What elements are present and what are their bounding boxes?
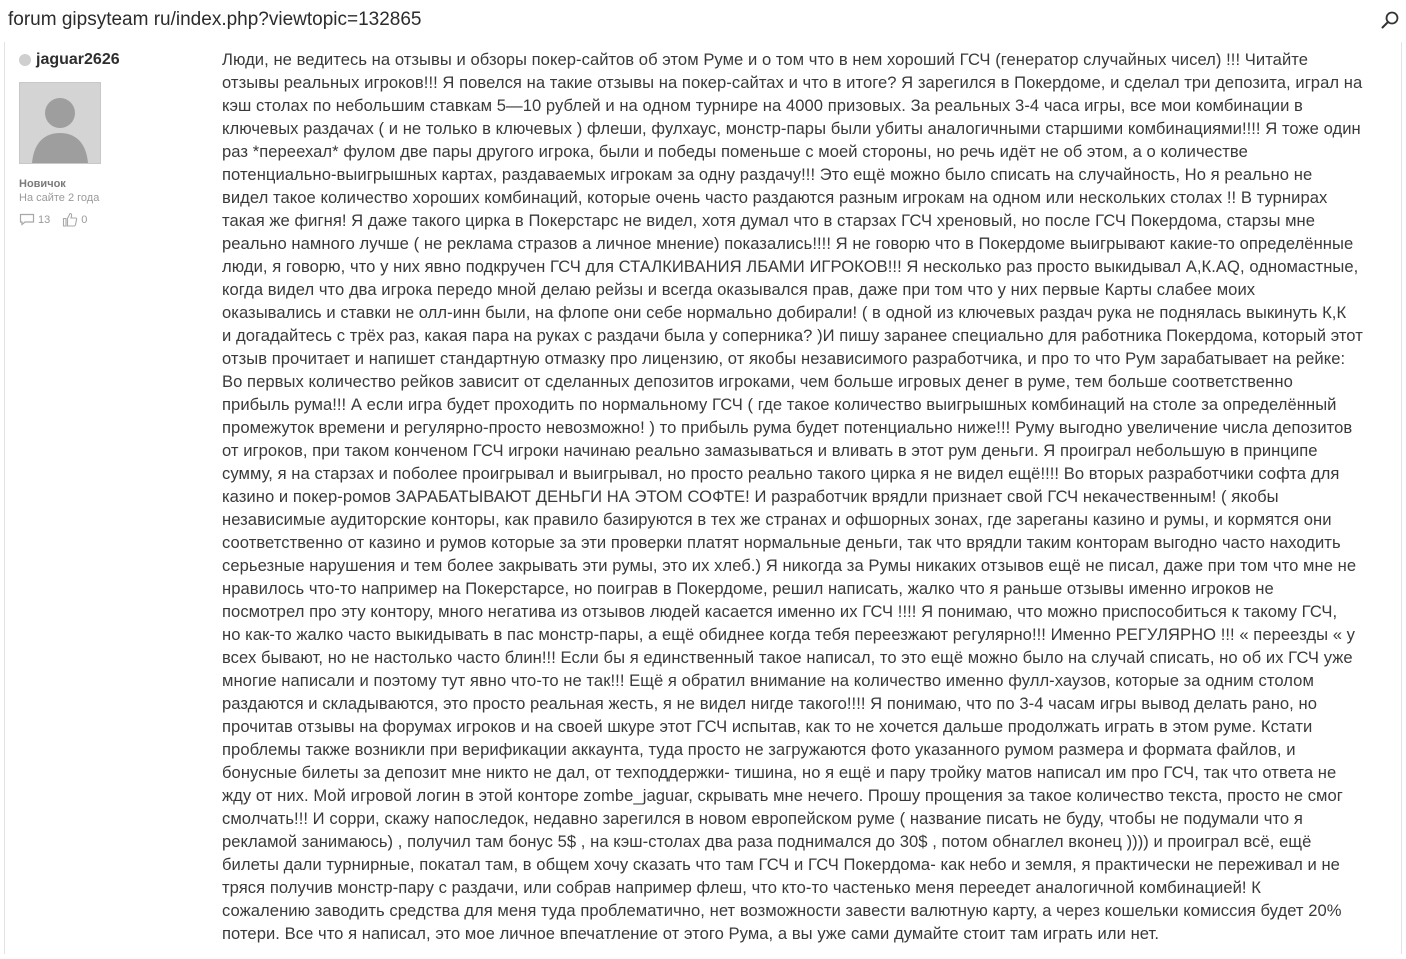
post-line: видел такое количество хороших комбинаций, которые очень часто раздаются разным игрокам на одном или нескольких столах !! В турнирах	[222, 188, 1328, 207]
post-line: Люди, не ведитесь на отзывы и обзоры покер-сайтов об этом Руме и о том что в нем хороший ГСЧ (генератор случайных чисел) !!! Читайте	[222, 50, 1309, 69]
post-line: когда видел что два игрока передо мной делаю рейзы и всегда оказывался прав, даже при том что у них первые Карты слабее моих	[222, 280, 1256, 299]
post-line: многие написали и поэтому тут явно что-то не так!!! Ещё я обратил внимание на количество именно фулл-хаузов, которые за одним столом	[222, 671, 1314, 690]
post-line: казино и покер-ромов ЗАРАБАТЫВАЮТ ДЕНЬГИ НА ЭТОМ СОФТЕ! И разработчик врядли признает свой ГСЧ некачественным! ( якобы	[222, 487, 1279, 506]
post-line: такая же фигня! Я даже такого цирка в Покерстарс не видел, хотя думал что в старзах ГСЧ хреновый, но после ГСЧ Покердома, старзы мне	[222, 211, 1316, 230]
default-user-avatar-icon	[20, 83, 100, 163]
post-line: всех бывают, но не настолько часто блин!!! Если бы я единственный такое написал, то это ещё можно было на случай списать, но об их ГСЧ уже	[222, 648, 1353, 667]
url-text[interactable]: forum gipsyteam ru/index.php?viewtopic=132865	[8, 9, 422, 30]
speech-bubble-icon	[19, 213, 35, 226]
post-line: потери. Все что я написал, это мое личное впечатление от этого Рума, а вы уже сами думайте стоит там играть или нет.	[222, 924, 1159, 943]
author-panel	[19, 50, 209, 227]
post-line: прочитав отзывы на форумах игроков и на своей шкуре этот ГСЧ испытав, как то не хочется дальше продолжать играть в этом руме. Кстати	[222, 717, 1313, 736]
posts-count: 13	[38, 213, 51, 226]
time-on-site: На сайте 2 года	[19, 192, 100, 204]
posts-stat[interactable]	[19, 213, 50, 226]
post-line: сожалению заводить средства для меня туда проблематично, нет возможности завести валютную карту, а через кошельки комиссия будет 20%	[222, 901, 1342, 920]
post-line: рекламой занимаюсь) , получил там бонус 5$ , на кэш-столах два раза поднимался до 30$ , потом обнаглел вконец )))) и проиграл всё, ещё	[222, 832, 1312, 851]
address-bar[interactable]	[0, 0, 1406, 40]
likes-count: 0	[81, 213, 88, 226]
post-line: отзывы реальных игроков!!! Я повелся на такие отзывы на покер-сайтах и что в итоге? Я зарегился в Покердоме, и сделал три депозита, играл на	[222, 73, 1363, 92]
post-line: билеты дали турнирные, покатал там, в общем хочу сказать что там ГСЧ и ГСЧ Покердома- как небо и земля, я практически не переживал и не	[222, 855, 1340, 874]
author-header	[19, 50, 209, 70]
search-icon[interactable]	[1380, 10, 1400, 30]
post-line: оказывались и ставки не олл-инн были, на флопе они себе нормально добирали! ( в одной из ключевых раздач рука не поднялась выкинуть К,К	[222, 303, 1347, 322]
post-line: смолчать!!! И сорри, скажу напоследок, недавно зарегился в новом европейском руме ( название писать не буду, чтобы не подумали что я	[222, 809, 1303, 828]
post-line: посмотрел про эту контору, много негатива из отзывов людей касается именно их ГСЧ !!!! Я понимаю, что можно приспособиться к такому ГСЧ,	[222, 602, 1338, 621]
post-line: люди, я говорю, что у них явно подкручен ГСЧ для СТАЛКИВАНИЯ ЛБАМИ ИГРОКОВ!!! Я несколько раз просто выкидывал А,К.AQ, одномастные,	[222, 257, 1359, 276]
post-line: жду от них. Мой игровой логин в этой конторе zombe_jaguar, скрывать мне нечего. Прошу прощения за такое количество текста, просто не смог	[222, 786, 1343, 805]
avatar[interactable]	[19, 82, 101, 164]
post-line: проблемы также возникли при верификации аккаунта, туда просто не загружаются фото указанного румом размера и формата файлов, и	[222, 740, 1296, 759]
post-line: Во первых количество рейков зависит от сделанных депозитов игроками, чем больше игровых денег в руме, тем больше соответственно	[222, 372, 1293, 391]
post-line: нравилось что-то например на Покерстарсе, но поиграв в Покердоме, решил написать, жалко что я раньше отзывы именно игроков не	[222, 579, 1274, 598]
post-line: реально намного лучше ( не реклама стразов а личное мнение) показались!!!! Я не говорю что в Покердоме выигрывают какие-то определённые	[222, 234, 1354, 253]
post-line: тряся получив монстр-пару с раздачи, или собрав например флеш, что кто-то частенько меня переедет аналогичной комбинацией! К	[222, 878, 1261, 897]
post-text	[222, 48, 1392, 945]
post-line: сумму, я на старзах и поболее проигрывал и выигрывал, но просто реально такого цирка я не видел ещё!!!! Во вторых разработчики софта для	[222, 464, 1340, 483]
post-line: независимые аудиторские конторы, как правило базируются в тех же странах и офшорных зонах, где зареганы казино и румы, и кормятся они	[222, 510, 1332, 529]
thumbs-up-icon	[62, 212, 78, 227]
post-line: от игроков, при таком конченом ГСЧ игроки начинаю реально замазываться и вливать в этот рум деньги. Я проиграл небольшую в принципе	[222, 441, 1318, 460]
post-line: кэш столах по небольшим ставкам 5—10 рублей и на одном турнире на 4000 призовых. За реальных 3-4 часа игры, все мои комбинации в	[222, 96, 1303, 115]
post-line: раз *переехал* фулом две пары другого игрока, были и победы поменьше с моей стороны, но речь идёт не об этом, а о количестве	[222, 142, 1248, 161]
post-line: серьезные нарушения и тем более закрывать эти румы, это их хлеб.) Я никогда за Румы никаких отзывов ещё не писал, даже при том что мне не	[222, 556, 1357, 575]
post-line: потенциально-выигрышных картах, раздаваемых игрокам за одну раздачу!!! Это ещё можно было списать на случайность, Но я реально не	[222, 165, 1313, 184]
post-line: ключевых раздачах ( и не только в ключевых ) флеши, фулхаус, монстр-пары были убиты аналогичными старшими комбинациями!!!! Я тоже один	[222, 119, 1361, 138]
user-stats	[19, 212, 209, 227]
post-line: соответственно от казино и румов которые за эти проверки платят нормальные деньги, так что врядли таким конторам выгодно часто находить	[222, 533, 1341, 552]
post-line: промежуток времени и регулярно-просто невозможно! ) то прибыль рума будет потенциально ниже!!! Руму выгодно увеличение числа депозитов	[222, 418, 1353, 437]
post-line: прибыль рума!!! А если игра будет проходить по нормальному ГСЧ ( где такое количество выигрышных комбинаций на столе за определённый	[222, 395, 1337, 414]
post-line: раздаются и складываются, это просто реальная жесть, я не видел нигде такого!!!! Я понимаю, что по 3-4 часам игры вывод делать рано, но	[222, 694, 1317, 713]
status-dot-icon	[19, 54, 31, 66]
post-line: бонусные билеты за депозит мне никто не дал, от техподдержки- тишина, но я ещё и пару тройку матов написал им про ГСЧ, так что ответа не	[222, 763, 1337, 782]
post-line: отзыв прочитает и напишет стандартную отмазку про лицензию, от якобы независимого разработчика, и про то что Рум зарабатывает на рейке:	[222, 349, 1346, 368]
user-rank: Новичок	[19, 178, 66, 190]
post-line: но как-то жалко часто выкидывать в пас монстр-пары, а ещё обиднее когда тебя переезжают регулярно!!! Именно РЕГУЛЯРНО !!! « переезды « у	[222, 625, 1356, 644]
post-line: и догадайтесь с трёх раз, какая пара на руках с раздачи была у соперника? )И пишу заранее специально для работника Покердома, который этот	[222, 326, 1363, 345]
username-link[interactable]: jaguar2626	[36, 51, 120, 68]
likes-stat[interactable]	[62, 212, 87, 227]
